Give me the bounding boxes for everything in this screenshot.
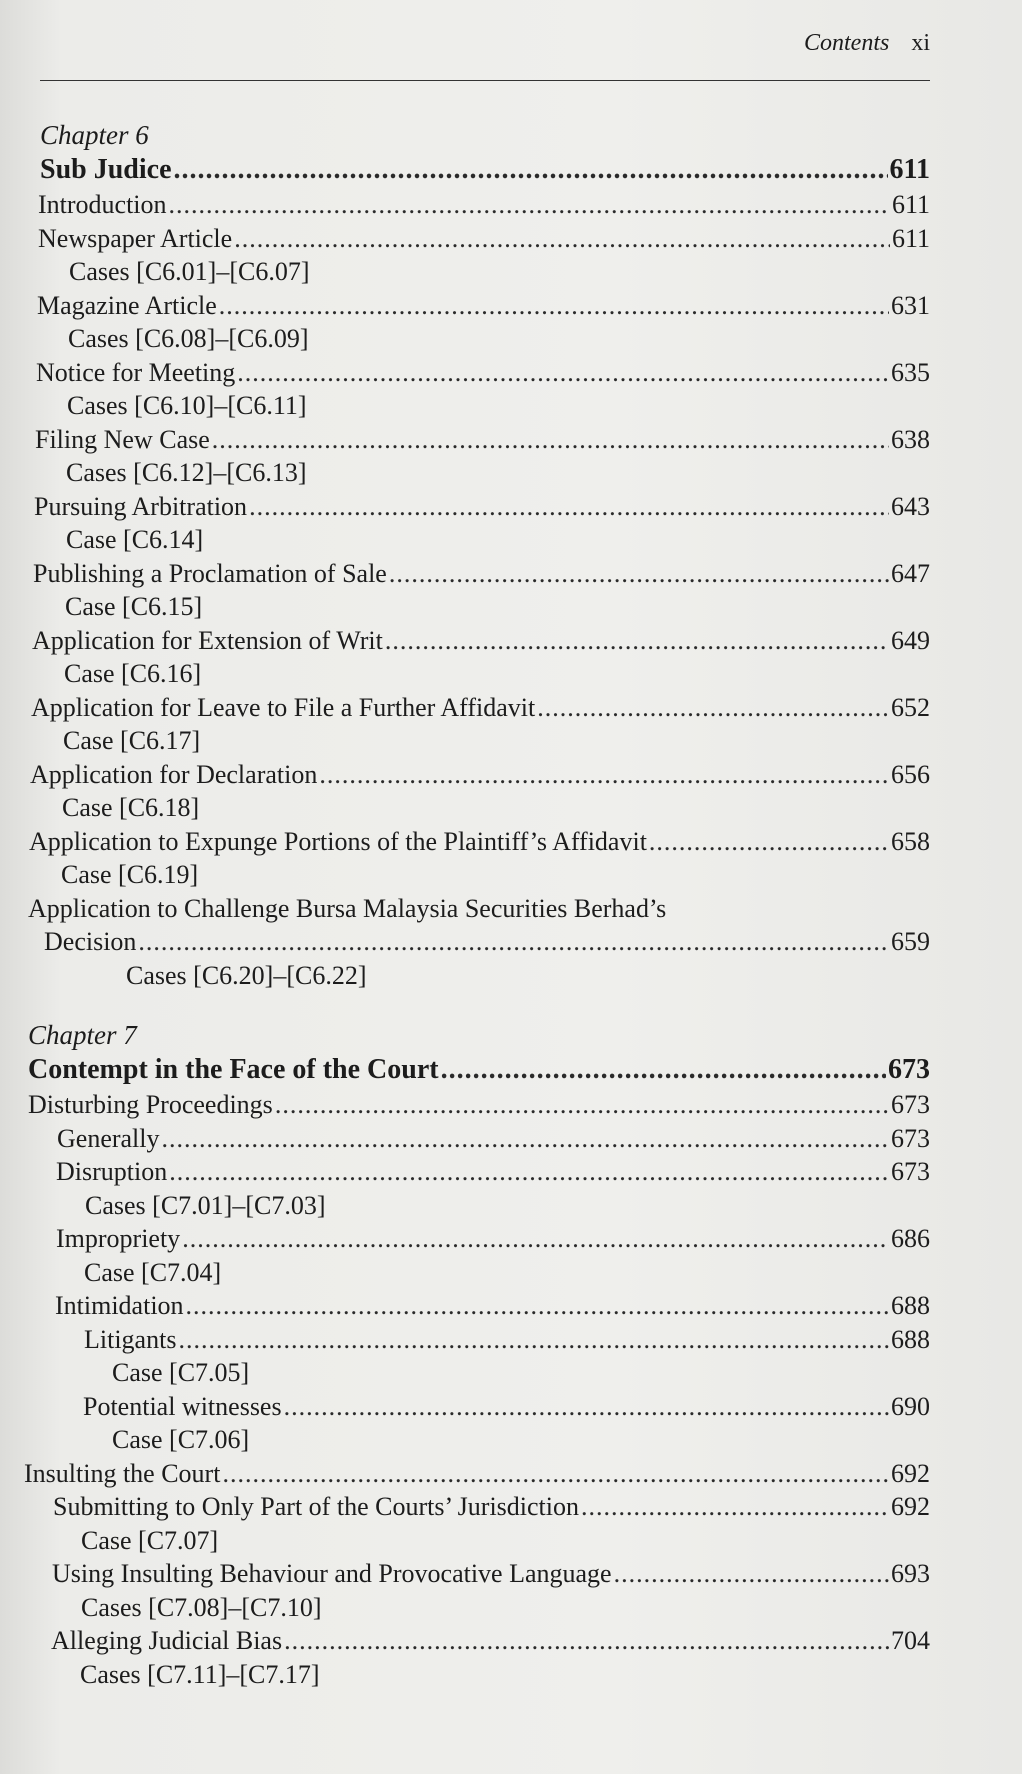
case-reference: Cases [C6.12]–[C6.13] (66, 458, 307, 487)
toc-entry (0, 1289, 1022, 1323)
leader-dots (237, 356, 889, 390)
toc-heading: Litigants (84, 1324, 177, 1354)
toc-heading: Newspaper Article (38, 223, 233, 253)
toc-heading: Submitting to Only Part of the Courts’ Jurisdiction (53, 1492, 580, 1521)
toc-entry (0, 1390, 1022, 1424)
toc-page: 693 (891, 1559, 930, 1588)
chapter-7-title-page: 673 (888, 1054, 930, 1085)
toc-entry (0, 1490, 1022, 1524)
leader-dots (385, 624, 889, 658)
leader-dots (649, 825, 889, 859)
case-reference: Cases [C6.10]–[C6.11] (67, 391, 307, 420)
chapter-6-title-heading: Sub Judice (40, 154, 172, 185)
leader-dots (222, 1457, 889, 1491)
bursa-heading: Decision (44, 927, 137, 956)
toc-page: 611 (891, 190, 930, 219)
case-reference: Case [C6.19] (61, 860, 199, 889)
toc-heading: Generally (57, 1123, 160, 1153)
leader-dots (169, 1155, 889, 1189)
chapter-6-block (0, 118, 1022, 992)
case-reference: Case [C6.15] (65, 592, 203, 621)
toc-heading: Publishing a Proclamation of Sale (33, 558, 387, 588)
toc-entry (0, 1323, 1022, 1357)
toc-page: 635 (891, 357, 930, 387)
toc-entry (0, 758, 1022, 792)
toc-heading: Notice for Meeting (36, 357, 236, 387)
toc-page: 652 (891, 692, 930, 722)
chapter-7-label: Chapter 7 (28, 1020, 137, 1050)
toc-heading: Alleging Judicial Bias (51, 1626, 283, 1655)
toc-heading: Insulting the Court (24, 1458, 221, 1488)
toc-heading: Potential witnesses (83, 1391, 282, 1421)
leader-dots (234, 222, 890, 256)
leader-dots (138, 925, 889, 959)
toc-page: 631 (891, 290, 930, 320)
case-reference: Case [C7.07] (81, 1525, 219, 1555)
leader-dots (389, 557, 889, 591)
leader-dots (178, 1323, 889, 1357)
running-head-page-number: xi (911, 30, 930, 56)
toc-page: 649 (891, 625, 930, 655)
leader-dots (186, 1289, 889, 1323)
chapter-7-block (0, 1018, 1022, 1691)
toc-heading: Intimidation (55, 1291, 184, 1320)
toc-entry (0, 423, 1022, 457)
case-reference: Cases [C6.01]–[C6.07] (69, 257, 310, 286)
toc-entry (0, 825, 1022, 859)
case-reference: Cases [C6.08]–[C6.09] (68, 324, 309, 353)
case-reference: Cases [C6.20]–[C6.22] (126, 960, 367, 990)
toc-entry (0, 1557, 1022, 1591)
toc-entry (0, 356, 1022, 390)
chapter-7-title-entry (0, 1052, 1022, 1088)
toc-entry (0, 1624, 1022, 1658)
bursa-page: 659 (891, 927, 930, 956)
toc-heading: Pursuing Arbitration (34, 491, 248, 521)
case-reference: Cases [C7.01]–[C7.03] (85, 1190, 326, 1220)
toc-entry (0, 557, 1022, 591)
toc-heading: Magazine Article (37, 290, 217, 320)
toc-entry (0, 691, 1022, 725)
running-head-section: Contents (803, 30, 890, 56)
toc-entry (0, 222, 1022, 256)
bursa-entry (0, 925, 1022, 959)
toc-entry (0, 1155, 1022, 1189)
toc-heading: Application for Declaration (30, 759, 318, 789)
case-reference: Case [C7.04] (84, 1257, 222, 1287)
toc-heading: Application to Expunge Portions of the Plaintiff’s Affidavit (29, 826, 647, 856)
case-reference: Case [C6.14] (66, 525, 204, 554)
leader-dots (212, 423, 889, 457)
leader-dots (284, 1390, 889, 1424)
toc-page: 638 (891, 424, 930, 454)
toc-heading: Application for Leave to File a Further Affidavit (31, 692, 536, 722)
toc-page: 686 (891, 1224, 930, 1253)
case-reference: Case [C6.17] (63, 726, 201, 755)
leader-dots (162, 1122, 889, 1156)
toc-entry (0, 188, 1022, 222)
toc-page: 692 (891, 1458, 930, 1488)
toc-entry (0, 624, 1022, 658)
chapter-6-title-entry (0, 152, 1022, 188)
toc-entry (0, 1122, 1022, 1156)
toc-heading: Filing New Case (35, 424, 210, 454)
leader-dots (441, 1052, 886, 1088)
case-reference: Case [C7.05] (112, 1358, 250, 1387)
leader-dots (581, 1490, 889, 1524)
bursa-heading-line1: Application to Challenge Bursa Malaysia Securities Berhad’s (28, 893, 667, 923)
toc-page: 704 (891, 1626, 930, 1655)
toc-page: 673 (891, 1123, 930, 1153)
chapter-6-label: Chapter 6 (40, 120, 149, 150)
chapter-7-title-heading: Contempt in the Face of the Court (28, 1054, 439, 1085)
leader-dots (319, 758, 889, 792)
toc-heading: Using Insulting Behaviour and Provocative Language (52, 1559, 612, 1588)
toc-heading: Introduction (38, 190, 167, 219)
case-reference: Cases [C7.08]–[C7.10] (81, 1592, 322, 1622)
toc-heading: Application for Extension of Writ (32, 625, 383, 655)
leader-dots (284, 1624, 889, 1658)
toc-heading: Disruption (56, 1157, 168, 1186)
leader-dots (249, 490, 889, 524)
leader-dots (275, 1088, 889, 1122)
toc-entry (0, 289, 1022, 323)
toc-entry (0, 490, 1022, 524)
table-of-contents (0, 118, 1022, 1691)
leader-dots (182, 1222, 889, 1256)
toc-page: 647 (891, 558, 930, 588)
case-reference: Case [C7.06] (112, 1425, 250, 1454)
leader-dots (614, 1557, 889, 1591)
toc-page: 673 (891, 1157, 930, 1186)
toc-page: 692 (891, 1492, 930, 1521)
leader-dots (537, 691, 889, 725)
running-head (804, 30, 930, 57)
toc-page: 688 (891, 1324, 930, 1354)
leader-dots (174, 152, 888, 188)
chapter-6-title-page: 611 (889, 154, 930, 185)
toc-entry (0, 1088, 1022, 1122)
toc-heading: Impropriety (56, 1224, 181, 1253)
toc-entry (0, 1222, 1022, 1256)
toc-page: 611 (891, 223, 930, 253)
case-reference: Case [C6.18] (62, 793, 200, 822)
header-rule (40, 80, 930, 81)
toc-page: 688 (891, 1291, 930, 1320)
leader-dots (169, 188, 890, 222)
toc-page: 690 (891, 1391, 930, 1421)
toc-page: 656 (891, 759, 930, 789)
toc-heading: Disturbing Proceedings (28, 1090, 273, 1119)
case-reference: Cases [C7.11]–[C7.17] (80, 1659, 320, 1689)
leader-dots (219, 289, 889, 323)
toc-entry (0, 1457, 1022, 1491)
toc-page: 643 (891, 491, 930, 521)
case-reference: Case [C6.16] (64, 659, 202, 688)
toc-page: 658 (891, 826, 930, 856)
toc-page: 673 (891, 1090, 930, 1119)
